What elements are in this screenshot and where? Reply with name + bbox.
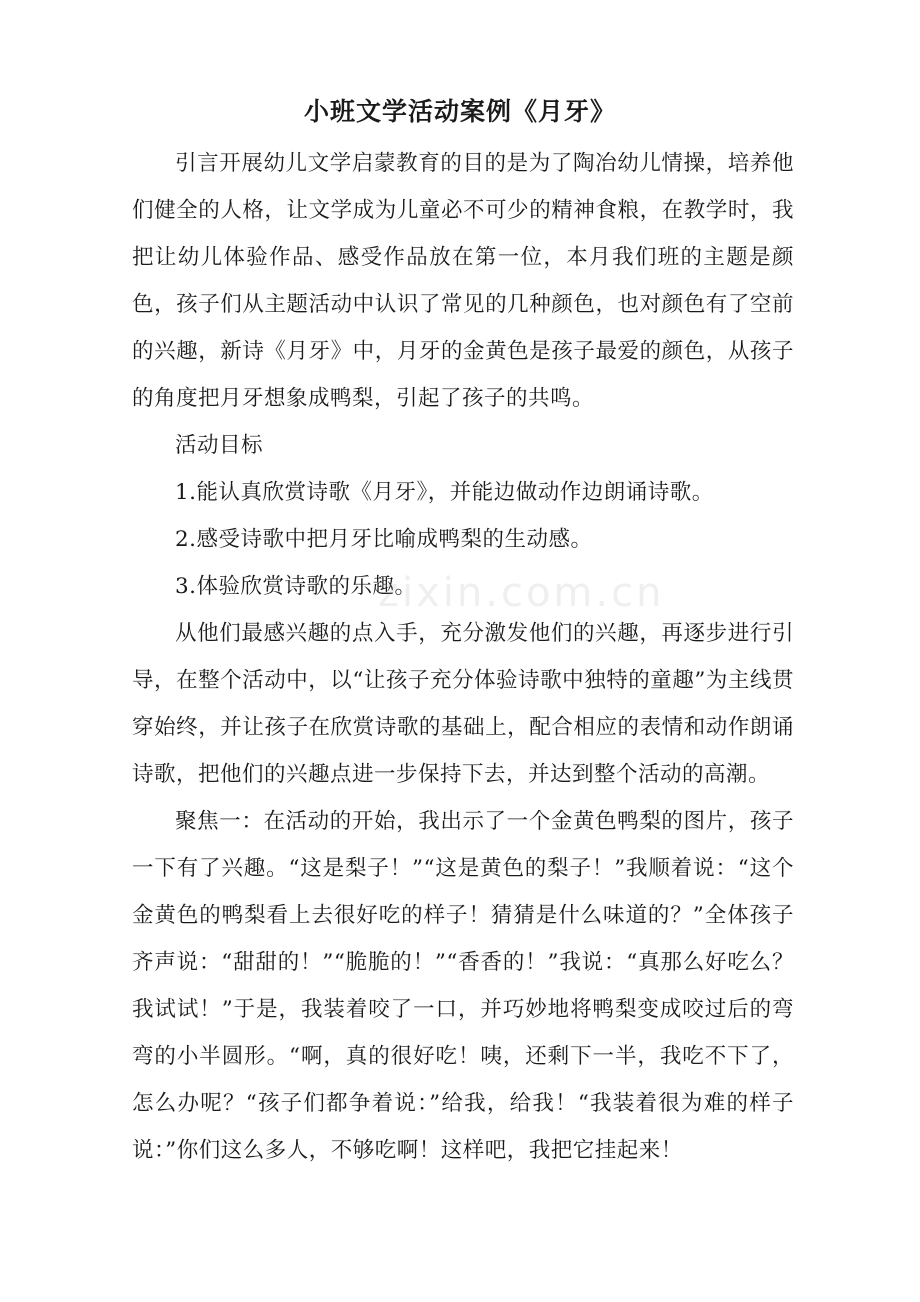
goal-item-1: 1.能认真欣赏诗歌《月牙》，并能边做动作边朗诵诗歌。 — [175, 480, 714, 505]
goal-item-3: 3.体验欣赏诗歌的乐趣。 — [175, 574, 417, 599]
paragraph-focus-one: 聚焦一：在活动的开始，我出示了一个金黄色鸭梨的图片，孩子一下有了兴趣。“这是梨子！”“这是黄色的梨子！”我顺着说：“这个金黄色的鸭梨看上去很好吃的样子！猜猜是什么味道的？”全体孩子齐声说：“甜甜的！”“脆脆的！”“香香的！”我说：“真那么好吃么？我试试！”于是，我装着咬了一口，并巧妙地将鸭梨变成咬过后的弯弯的小半圆形。“啊，真的很好吃！咦，还剩下一半，我吃不下了，怎么办呢？“孩子们都争着说：”给我，给我！“我装着很为难的样子说：”你们这么多人，不够吃啊！这样吧，我把它挂起来！ — [132, 809, 794, 1163]
document-body — [132, 140, 794, 1174]
paragraph-introduction: 引言开展幼儿文学启蒙教育的目的是为了陶冶幼儿情操，培养他们健全的人格，让文学成为儿童必不可少的精神食粮，在教学时，我把让幼儿体验作品、感受作品放在第一位，本月我们班的主题是颜色，孩子们从主题活动中认识了常见的几种颜色，也对颜色有了空前的兴趣，新诗《月牙》中，月牙的金黄色是孩子最爱的颜色，从孩子的角度把月牙想象成鸭梨，引起了孩子的共鸣。 — [132, 151, 794, 411]
heading-activity-goals: 活动目标 — [175, 433, 264, 458]
document-title: 小班文学活动案例《月牙》 — [303, 97, 616, 126]
goal-item-2: 2.感受诗歌中把月牙比喻成鸭梨的生动感。 — [175, 527, 593, 552]
paragraph-approach: 从他们最感兴趣的点入手，充分激发他们的兴趣，再逐步进行引导，在整个活动中，以“让孩子充分体验诗歌中独特的童趣”为主线贯穿始终，并让孩子在欣赏诗歌的基础上，配合相应的表情和动作朗诵诗歌，把他们的兴趣点进一步保持下去，并达到整个活动的高潮。 — [132, 621, 794, 787]
watermark: zixin.com.cn — [378, 570, 665, 616]
